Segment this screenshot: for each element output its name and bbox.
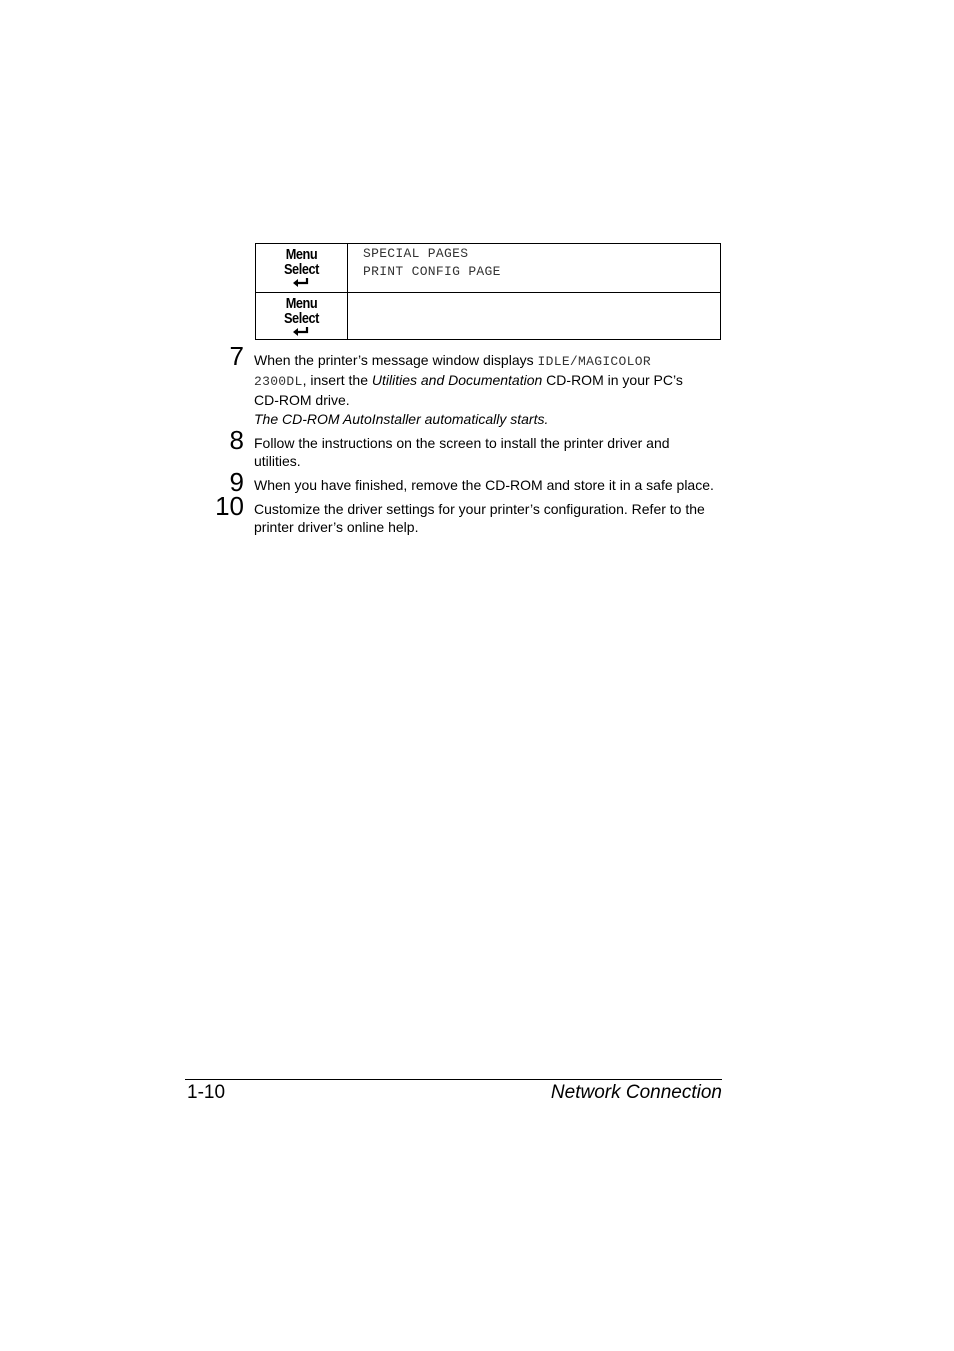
step-text-part: , insert the — [302, 372, 372, 388]
step-number: 10 — [215, 491, 244, 521]
key-label-menu: Menu — [285, 246, 318, 263]
step-number: 9 — [229, 467, 244, 497]
step-text-part: Customize the driver settings for your printer’s configuration. Refer to the — [254, 501, 705, 517]
step-text — [254, 351, 726, 409]
message-window — [348, 293, 721, 340]
key-label-select: Select — [283, 310, 320, 327]
enter-icon — [292, 326, 312, 338]
control-panel-table — [255, 243, 721, 340]
section-title: Network Connection — [550, 1082, 722, 1103]
cd-title: Utilities and Documentation — [371, 372, 543, 388]
menu-select-key — [256, 293, 348, 340]
panel-row — [256, 293, 721, 340]
step-text-part: When you have finished, remove the CD-ROM and store it in a safe place. — [254, 477, 714, 493]
step-text — [254, 476, 726, 494]
message-line: SPECIAL PAGES — [363, 246, 469, 261]
enter-icon — [292, 277, 312, 289]
step-text-part: CD-ROM in your PC’s — [542, 372, 683, 388]
step-text — [254, 500, 726, 536]
panel-row — [256, 244, 721, 293]
step-text-part: CD-ROM drive. — [254, 392, 350, 408]
step-note: The CD-ROM AutoInstaller automatically starts. — [254, 411, 549, 427]
page-number: 1-10 — [187, 1082, 226, 1103]
step-text-part: utilities. — [254, 453, 301, 469]
step-number: 8 — [229, 425, 244, 455]
step-text-part: printer driver’s online help. — [254, 519, 419, 535]
key-label-select: Select — [283, 261, 320, 278]
menu-select-key — [256, 244, 348, 293]
message-line: PRINT CONFIG PAGE — [363, 264, 501, 279]
step-number: 7 — [229, 341, 244, 371]
footer-divider — [185, 1079, 722, 1080]
message-window — [348, 244, 721, 293]
step-text-part: When the printer’s message window displays — [254, 352, 538, 368]
step-text — [254, 434, 726, 470]
step-text-part: Follow the instructions on the screen to install the printer driver and — [254, 435, 670, 451]
display-message: IDLE/MAGICOLOR — [537, 354, 651, 369]
display-message: 2300DL — [254, 374, 303, 389]
key-label-menu: Menu — [285, 295, 318, 312]
